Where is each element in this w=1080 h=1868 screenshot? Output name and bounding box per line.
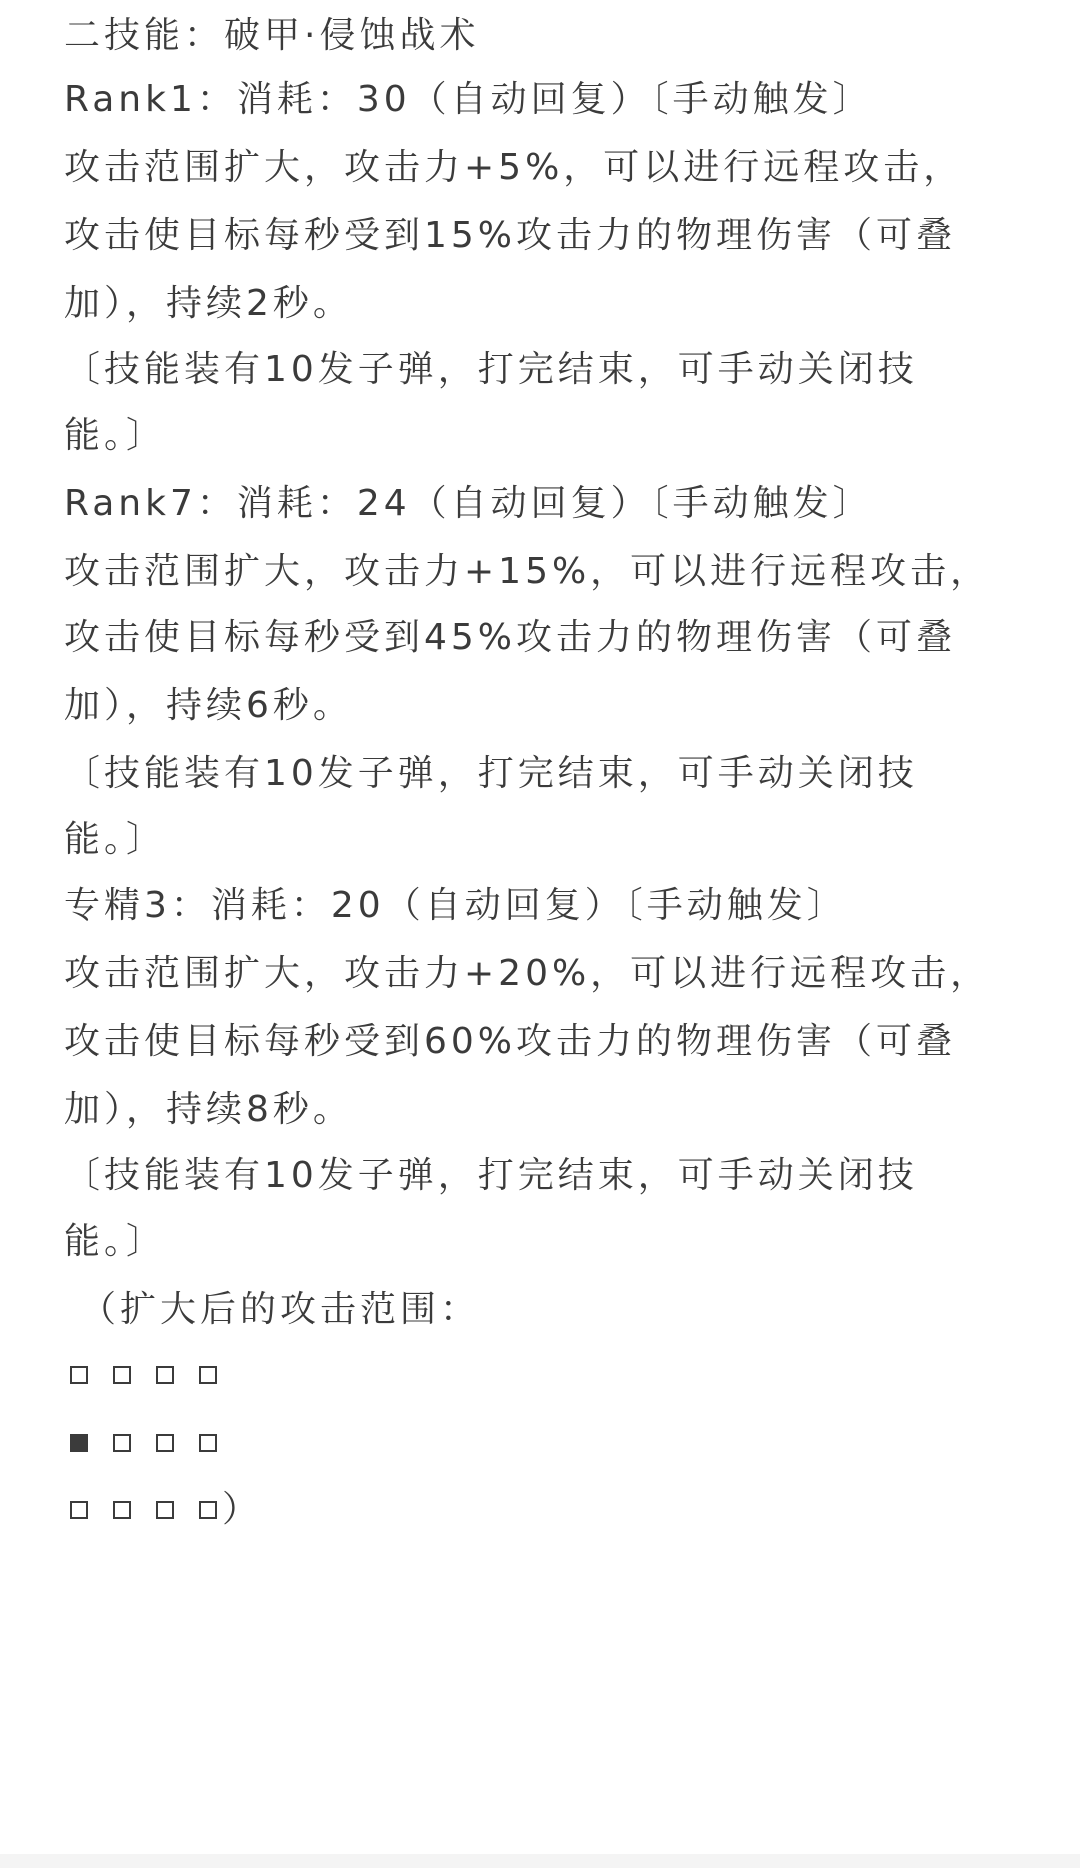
skill-title: 二技能：破甲·侵蚀战术 xyxy=(64,15,480,56)
range-cell xyxy=(156,1501,174,1519)
range-cell xyxy=(156,1366,174,1384)
rank1-desc-line1: 攻击范围扩大，攻击力+5%，可以进行远程攻击， xyxy=(64,147,964,188)
range-grid-row-3 xyxy=(70,1489,259,1530)
bottom-divider xyxy=(0,1854,1080,1868)
rank1-header: Rank1：消耗：30（自动回复）〔手动触发〕 xyxy=(64,79,873,120)
rank7-desc-line1: 攻击范围扩大，攻击力+15%，可以进行远程攻击， xyxy=(64,551,991,592)
range-cell xyxy=(199,1434,217,1452)
rank7-desc-line2: 攻击使目标每秒受到45%攻击力的物理伤害（可叠 xyxy=(64,617,957,658)
rank7-desc-line3: 加），持续6秒。 xyxy=(64,685,353,726)
range-cell xyxy=(113,1434,131,1452)
mastery3-desc-line2: 攻击使目标每秒受到60%攻击力的物理伤害（可叠 xyxy=(64,1021,957,1062)
range-cell xyxy=(156,1434,174,1452)
range-cell xyxy=(70,1501,88,1519)
range-caption: （扩大后的攻击范围： xyxy=(80,1289,481,1330)
mastery3-note-line2: 能。〕 xyxy=(64,1221,167,1262)
rank1-note-line2: 能。〕 xyxy=(64,415,167,456)
rank7-note-line2: 能。〕 xyxy=(64,819,167,860)
range-cell xyxy=(113,1366,131,1384)
rank7-header: Rank7：消耗：24（自动回复）〔手动触发〕 xyxy=(64,483,873,524)
rank1-note-line1: 〔技能装有10发子弹，打完结束，可手动关闭技 xyxy=(64,349,918,390)
range-cell xyxy=(70,1434,88,1452)
range-cell xyxy=(113,1501,131,1519)
mastery3-desc-line1: 攻击范围扩大，攻击力+20%，可以进行远程攻击， xyxy=(64,953,991,994)
mastery3-note-line1: 〔技能装有10发子弹，打完结束，可手动关闭技 xyxy=(64,1155,918,1196)
rank1-desc-line2: 攻击使目标每秒受到15%攻击力的物理伤害（可叠 xyxy=(64,215,957,256)
mastery3-desc-line3: 加），持续8秒。 xyxy=(64,1089,353,1130)
range-cell xyxy=(70,1366,88,1384)
range-close-paren: ） xyxy=(222,1489,259,1530)
range-grid-row-2 xyxy=(70,1432,242,1456)
range-grid-row-1 xyxy=(70,1364,242,1388)
range-cell xyxy=(199,1501,217,1519)
rank7-note-line1: 〔技能装有10发子弹，打完结束，可手动关闭技 xyxy=(64,753,918,794)
rank1-desc-line3: 加），持续2秒。 xyxy=(64,283,353,324)
mastery3-header: 专精3：消耗：20（自动回复）〔手动触发〕 xyxy=(64,885,847,926)
range-cell xyxy=(199,1366,217,1384)
